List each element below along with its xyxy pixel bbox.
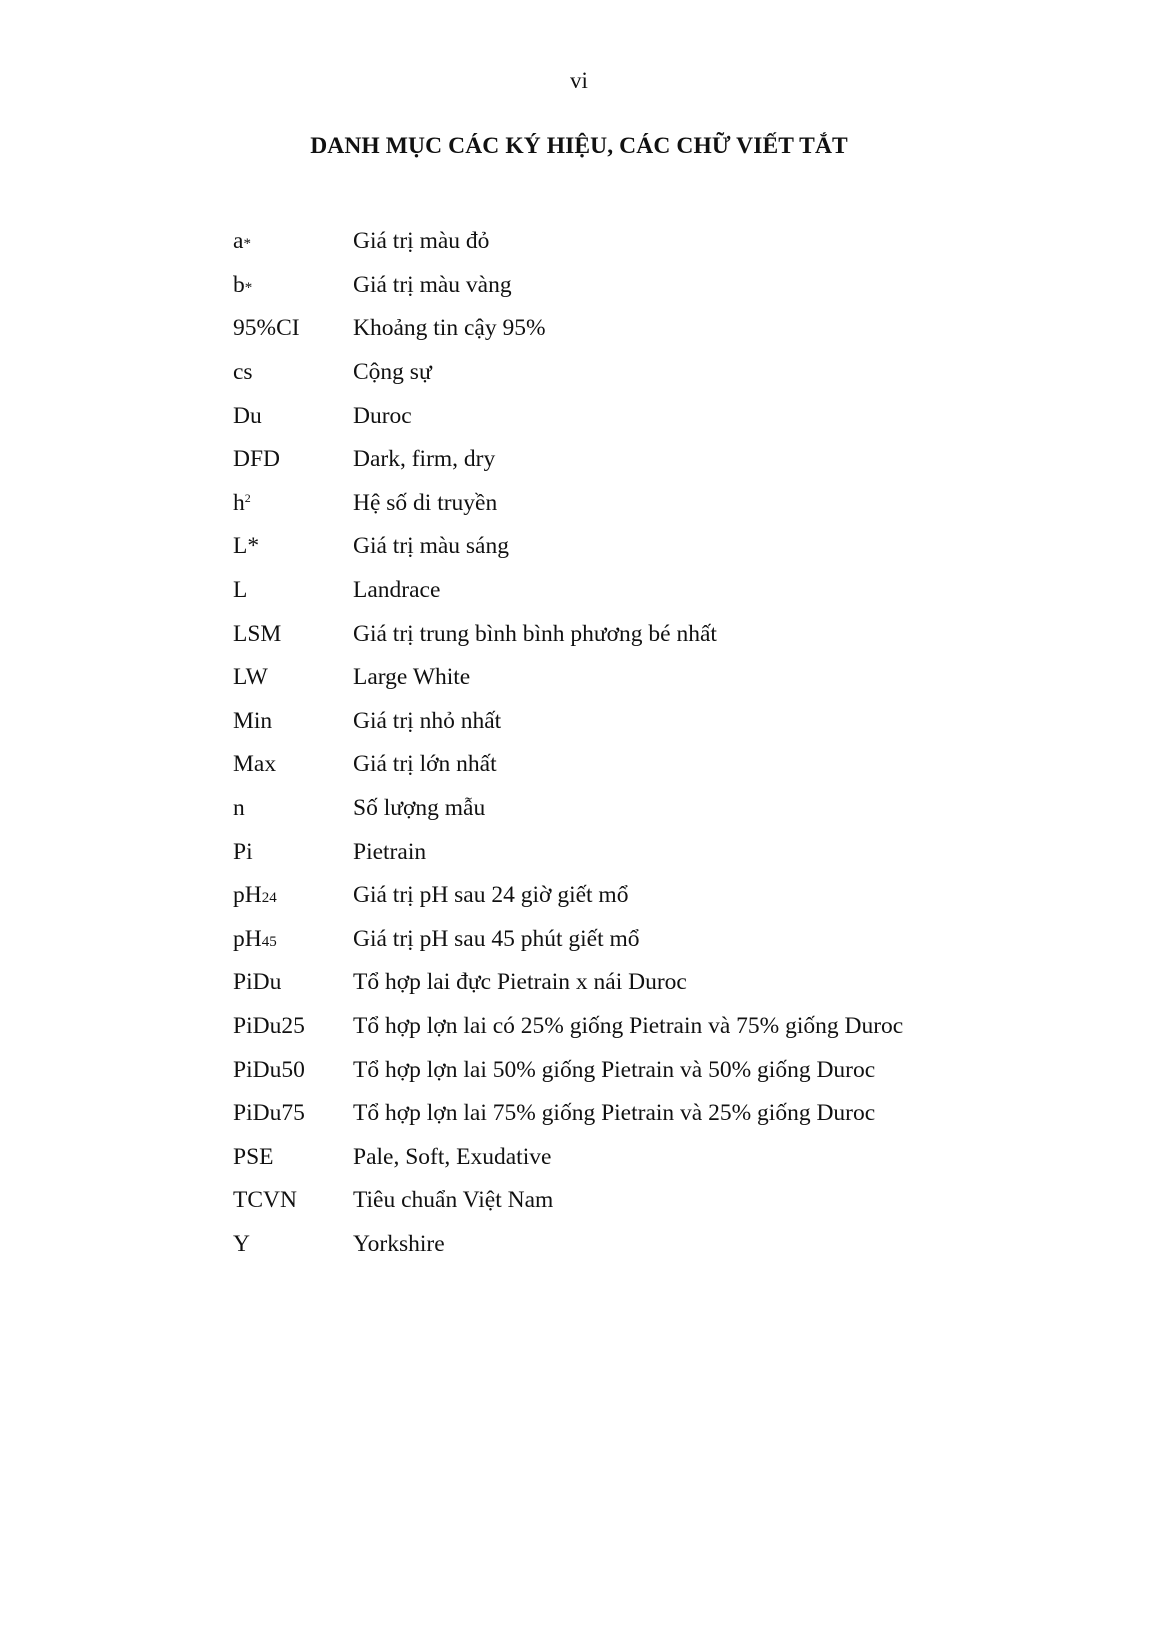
abbreviation-term-base: PiDu [233,969,282,996]
page-title: DANH MỤC CÁC KÝ HIỆU, CÁC CHỮ VIẾT TẮT [310,133,848,159]
abbreviation-term-base: PiDu75 [233,1100,305,1127]
abbreviation-term [233,839,353,866]
abbreviation-definition: Cộng sự [353,359,432,386]
abbreviation-definition: Large White [353,664,471,691]
abbreviation-definition: Dark, firm, dry [353,446,496,473]
abbreviation-row [233,700,903,744]
abbreviation-term-base: n [233,795,245,822]
abbreviation-row [233,525,903,569]
abbreviation-definition: Tổ hợp lợn lai 75% giống Pietrain và 25% giống Duroc [353,1100,876,1127]
abbreviation-term [233,403,353,430]
abbreviation-term [233,1057,353,1084]
abbreviation-definition: Pale, Soft, Exudative [353,1143,552,1170]
abbreviation-definition: Hệ số di truyền [353,489,498,516]
abbreviation-term-base: LSM [233,620,282,647]
abbreviation-term [233,708,353,735]
abbreviation-term [233,533,353,560]
abbreviation-definition: Tổ hợp lai đực Pietrain x nái Duroc [353,969,687,996]
page-number: vi [570,68,588,93]
abbreviation-term-base: Y [233,1230,250,1257]
abbreviation-term [233,969,353,996]
abbreviation-row [233,1179,903,1223]
abbreviation-term-base: cs [233,359,253,386]
abbreviation-definition: Giá trị pH sau 45 phút giết mổ [353,925,640,952]
abbreviation-term [233,1187,353,1214]
abbreviation-row [233,1223,903,1267]
abbreviation-definition: Yorkshire [353,1230,445,1257]
abbreviation-list [233,220,903,1266]
abbreviation-term [233,795,353,822]
abbreviation-definition: Khoảng tin cậy 95% [353,315,546,342]
abbreviation-definition: Số lượng mẫu [353,795,486,822]
abbreviation-row [233,1092,903,1136]
abbreviation-term [233,577,353,604]
abbreviation-row [233,264,903,308]
abbreviation-term-base: Max [233,751,277,778]
abbreviation-definition: Giá trị lớn nhất [353,751,497,778]
abbreviation-definition: Giá trị màu vàng [353,271,512,298]
abbreviation-term [233,359,353,386]
abbreviation-term-base: a [233,228,244,255]
abbreviation-term-superscript: 2 [244,490,251,505]
abbreviation-row [233,482,903,526]
abbreviation-term [233,228,353,255]
abbreviation-term [233,1144,353,1171]
abbreviation-term-base: Min [233,707,273,734]
abbreviation-term [233,446,353,473]
abbreviation-term-base: TCVN [233,1187,297,1214]
abbreviation-term-subscript: 24 [261,890,277,907]
abbreviation-row [233,961,903,1005]
abbreviation-term-base: PiDu25 [233,1012,305,1039]
abbreviation-term [233,315,353,342]
abbreviation-row [233,787,903,831]
abbreviation-term-base: b [233,271,245,298]
abbreviation-term-base: L* [233,533,260,560]
abbreviation-term-base: Pi [233,838,253,865]
abbreviation-row [233,351,903,395]
abbreviation-row [233,612,903,656]
abbreviation-definition: Tiêu chuẩn Việt Nam [353,1187,554,1214]
abbreviation-definition: Giá trị màu đỏ [353,228,490,255]
abbreviation-term [233,272,353,299]
abbreviation-definition: Duroc [353,402,412,429]
abbreviation-term-base: Du [233,402,262,429]
abbreviation-definition: Giá trị trung bình bình phương bé nhất [353,620,717,647]
abbreviation-row [233,1005,903,1049]
abbreviation-definition: Pietrain [353,838,427,865]
abbreviation-term-subscript: 45 [261,933,277,950]
abbreviation-row [233,830,903,874]
abbreviation-term [233,1231,353,1258]
abbreviation-term-base: PiDu50 [233,1056,305,1083]
abbreviation-term-base: h [233,489,245,516]
abbreviation-definition: Giá trị pH sau 24 giờ giết mổ [353,882,629,909]
abbreviation-row [233,918,903,962]
abbreviation-definition: Giá trị nhỏ nhất [353,707,502,734]
abbreviation-term [233,926,353,953]
abbreviation-row [233,656,903,700]
abbreviation-term [233,664,353,691]
abbreviation-definition: Landrace [353,577,441,604]
abbreviation-row [233,1135,903,1179]
abbreviation-term-base: pH [233,882,262,909]
abbreviation-term-base: LW [233,664,268,691]
abbreviation-term-base: PSE [233,1143,274,1170]
abbreviation-definition: Giá trị màu sáng [353,533,509,560]
abbreviation-row [233,1048,903,1092]
abbreviation-term [233,882,353,909]
abbreviation-row [233,438,903,482]
abbreviation-definition: Tổ hợp lợn lai có 25% giống Pietrain và 75% giống Duroc [353,1012,904,1039]
abbreviation-row [233,743,903,787]
abbreviation-term [233,490,353,517]
abbreviation-term-subscript: * [244,279,253,296]
abbreviation-row [233,307,903,351]
abbreviation-term-subscript: * [243,236,251,253]
abbreviation-row [233,874,903,918]
abbreviation-term-base: DFD [233,446,281,473]
abbreviation-term-base: L [233,577,248,604]
abbreviation-term-base: pH [233,925,262,952]
abbreviation-row [233,220,903,264]
abbreviation-term [233,751,353,778]
abbreviation-term [233,1100,353,1127]
abbreviation-term [233,1013,353,1040]
abbreviation-definition: Tổ hợp lợn lai 50% giống Pietrain và 50% giống Duroc [353,1056,876,1083]
abbreviation-row [233,394,903,438]
abbreviation-term [233,621,353,648]
abbreviation-row [233,569,903,613]
abbreviation-term-base: 95%CI [233,315,300,342]
